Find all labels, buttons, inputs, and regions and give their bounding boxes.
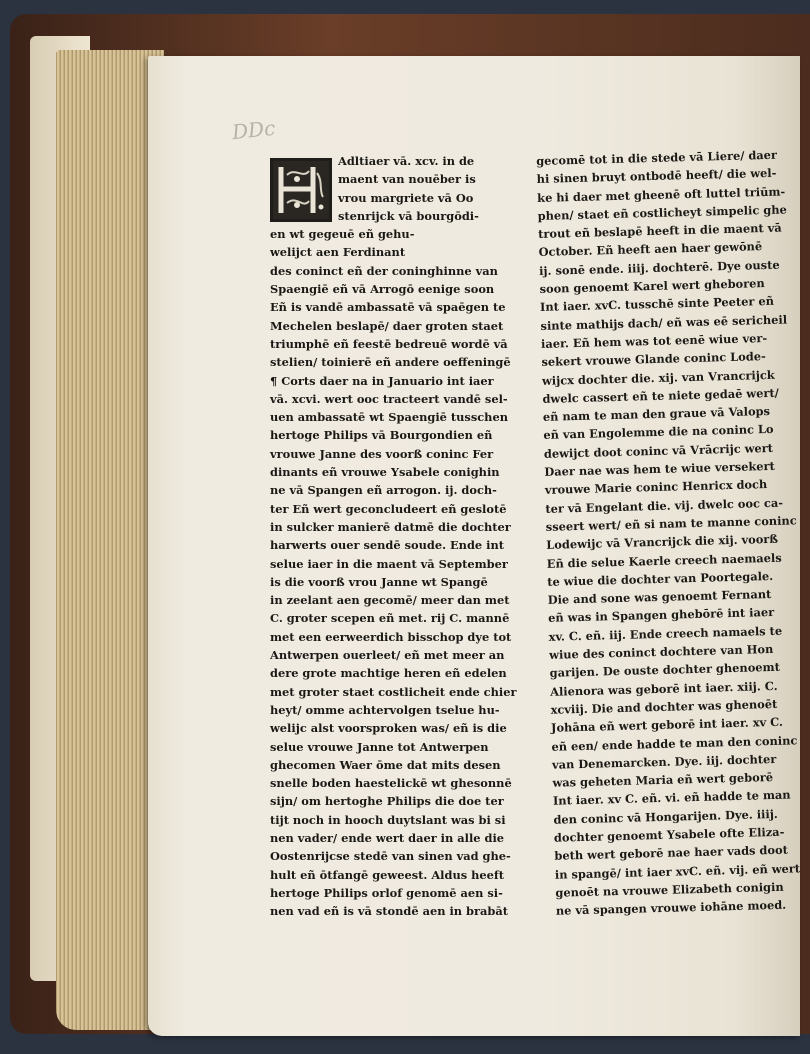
right-column-line: wijcx dochter die. xij. van Vrancrijck <box>541 367 775 388</box>
right-column-line: te wiue die dochter van Poortegale. <box>547 568 774 589</box>
left-column-line: vrouwe Janne des voorß coninc Fer <box>270 446 494 461</box>
right-column-line: in spangē/ int iaer xvC. eñ. vij. eñ wert <box>554 860 801 882</box>
right-column-line: was geheten Maria eñ wert geborē <box>552 770 774 790</box>
right-column-line: xcviij. Die and dochter was ghenoēt <box>550 696 778 717</box>
right-column-line: ij. sonē ende. iiij. dochterē. Dye ouste <box>538 257 780 278</box>
right-column-line: October. Eñ heeft aen haer gewōnē <box>538 239 763 260</box>
left-column-line: welijc alst voorsproken was/ eñ is die <box>270 721 507 736</box>
left-column-line: hertoge Philips vā Bourgondien eñ <box>270 428 493 443</box>
right-column-line: hi sinen bruyt ontbodē heeft/ die wel- <box>536 166 777 187</box>
folio-number: DDc <box>230 115 277 145</box>
right-column-line: phen/ staet eñ costlicheyt simpelic ghe <box>537 202 787 223</box>
left-column-line: sijn/ om hertoghe Philips die doe ter <box>270 794 504 809</box>
right-column-line: beth wert geborē nae haer vads doot <box>554 842 789 864</box>
left-column-line: vā. xcvi. wert ooc tracteert vandē sel- <box>270 391 508 406</box>
right-column-line: dewijct doot coninc vā Vrācrijc wert <box>543 440 774 461</box>
right-column-line: gecomē tot in die stede vā Liere/ daer <box>536 147 778 168</box>
left-column-line: dere grote machtige heren eñ edelen <box>270 666 507 681</box>
right-column-line: Eñ die selue Kaerle creech naemaels <box>546 550 782 571</box>
left-column-line: Oostenrijcse stedē van sinen vad ghe- <box>270 849 511 864</box>
left-column-line: uen ambassatē wt Spaengiē tusschen <box>270 410 508 425</box>
right-column-line: soon genoemt Karel wert gheboren <box>539 276 765 297</box>
right-column-line: Die and sone was genoemt Fernant <box>547 587 772 607</box>
right-column-line: Alienora was geborē int iaer. xiij. C. <box>549 678 778 699</box>
left-column-line: ne vā Spangen eñ arrogon. ij. doch- <box>270 483 497 498</box>
left-text-column <box>270 152 532 919</box>
left-column-line: en wt gegeuē eñ gehu- <box>270 227 415 242</box>
decorative-initial-h-icon <box>270 158 332 222</box>
left-column-line: harwerts ouer sendē soude. Ende int <box>270 538 505 553</box>
right-column-line: eñ was in Spangen ghebōrē int iaer <box>548 605 775 626</box>
left-column-line: nen vader/ ende wert daer in alle die <box>270 830 505 845</box>
left-column-line: dinants eñ vrouwe Ysabele conighin <box>270 465 500 480</box>
left-column-line: nen vad eñ is vā stondē aen in brabāt <box>270 904 509 919</box>
left-column-line: Mechelen beslapē/ daer groten staet <box>270 318 504 333</box>
right-column-line: eñ van Engolemme die na coninc Lo <box>543 422 774 443</box>
right-column-line: Johāna eñ wert geborē int iaer. xv C. <box>550 714 784 736</box>
right-column-line: den coninc vā Hongarijen. Dye. iiij. <box>553 806 778 827</box>
left-column-line: ¶ Corts daer na in Januario int iaer <box>270 373 494 388</box>
right-column-line: vrouwe Marie coninc Henricx doch <box>544 477 768 498</box>
left-column-line: hertoge Philips orlof genomē aen si- <box>270 885 503 900</box>
right-column-line: iaer. Eñ hem was tot eenē wiue ver- <box>540 330 768 351</box>
right-column-line: Daer nae was hem te wiue versekert <box>544 458 775 479</box>
left-column-line: Spaengiē eñ vā Arrogō eenige soon <box>270 282 495 297</box>
left-column-line: selue iaer in die maent vā September <box>270 556 508 571</box>
right-column-line: dochter genoemt Ysabele ofte Eliza- <box>553 824 785 845</box>
left-column-line: welijct aen Ferdinant <box>270 245 406 260</box>
right-column-line: genoēt na vrouwe Elizabeth conigin <box>555 879 784 900</box>
left-column-line: snelle boden haestelickē wt ghesonnē <box>270 776 512 791</box>
right-column-line: sekert vrouwe Glande coninc Lode- <box>541 349 766 370</box>
left-column-line: met een eerweerdich bisschop dye tot <box>270 629 512 644</box>
right-column-line: ter vā Engelant die. vij. dwelc ooc ca- <box>545 495 784 516</box>
left-column-line: stelien/ toinierē eñ andere oeffeningē <box>270 355 511 370</box>
right-column-line: garijen. De ouste dochter ghenoemt <box>549 660 781 681</box>
left-column-line: heyt/ omme achtervolgen tselue hu- <box>270 702 500 717</box>
right-column-line: ke hi daer met gheenē oft luttel triūm- <box>537 184 786 205</box>
right-column-line: trout eñ beslapē heeft in die maent vā <box>537 220 782 242</box>
left-column-line: hult eñ ōtfangē geweest. Aldus heeft <box>270 867 505 882</box>
right-column-line: sinte mathijs dach/ eñ was eē sericheil <box>540 312 788 333</box>
right-column-line: Int iaer. xvC. tusschē sinte Peeter eñ <box>539 294 775 315</box>
right-column-line: Int iaer. xv C. eñ. vi. eñ hadde te man <box>552 787 791 809</box>
left-column-line: des coninct eñ der coninghinne van <box>270 263 498 278</box>
left-column-line: is die voorß vrou Janne wt Spangē <box>270 574 488 589</box>
left-column-line: C. groter scepen eñ met. rij C. mannē <box>270 611 510 626</box>
left-column-line: maent van nouēber is <box>338 172 476 187</box>
left-column-line: in sulcker manierē datmē die dochter <box>270 519 511 534</box>
right-column-line: eñ een/ ende hadde te man den coninc <box>551 732 798 754</box>
right-column-line: van Denemarcken. Dye. iij. dochter <box>551 751 777 772</box>
left-column-line: triumphē eñ feestē bedreuē wordē vā <box>270 336 508 351</box>
left-column-line: stenrijck vā bourgōdi- <box>338 208 479 223</box>
left-column-line: selue vrouwe Janne tot Antwerpen <box>270 739 489 754</box>
right-column-line: wiue des coninct dochtere van Hon <box>548 641 774 662</box>
right-column-line: ne vā spangen vrouwe iohāne moed. <box>555 897 787 918</box>
right-column-line: dwelc cassert eñ te niete gedaē wert/ <box>542 385 779 406</box>
left-column-line: ter Eñ wert geconcludeert eñ geslotē <box>270 501 507 516</box>
right-column-line: Lodewijc vā Vrancrijck die xij. voorß <box>546 532 779 553</box>
right-text-column <box>536 145 805 918</box>
left-column-line: Antwerpen ouerleet/ eñ met meer an <box>270 648 505 663</box>
left-column-line: tijt noch in hooch duytslant was bi si <box>270 812 506 827</box>
left-column-line: vrou margriete vā Oo <box>338 190 474 205</box>
right-column-line: sseert wert/ eñ si nam te manne coninc <box>545 513 797 534</box>
left-column-line: met groter staet costlicheit ende chier <box>270 684 517 699</box>
left-column-line: in zeelant aen gecomē/ meer dan met <box>270 593 510 608</box>
right-column-line: xv. C. eñ. iij. Ende creech namaels te <box>548 623 783 644</box>
left-column-line: ghecomen Waer ōme dat mits desen <box>270 757 501 772</box>
left-column-line: Adltiaer vā. xcv. in de <box>338 154 475 168</box>
right-column-line: eñ nam te man den graue vā Valops <box>542 404 771 425</box>
left-column-line: Eñ is vandē ambassatē vā spaēgen te <box>270 300 506 315</box>
